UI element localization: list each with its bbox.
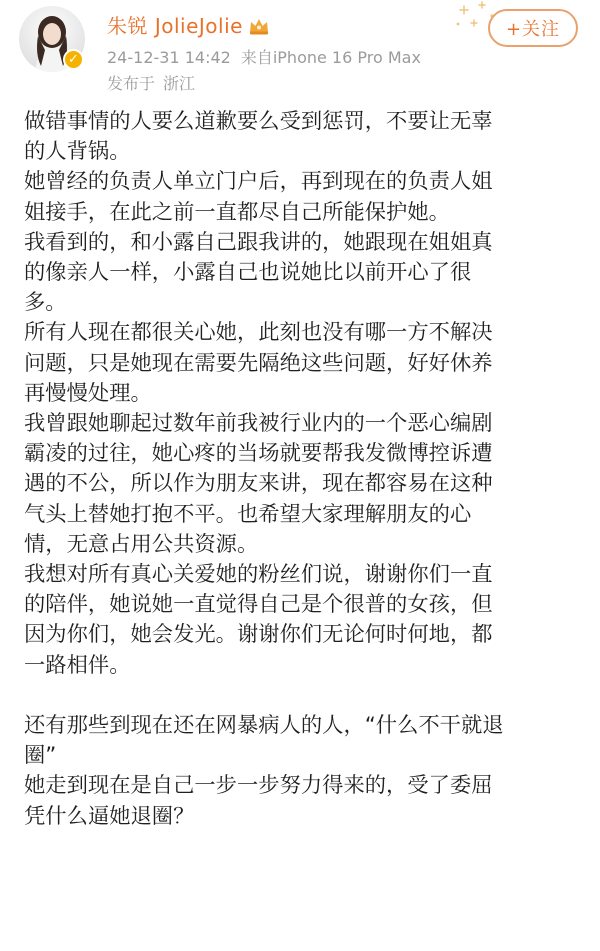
- author-name[interactable]: [107, 10, 270, 39]
- post-text-line: 我曾跟她聊起过数年前我被行业内的一个恶心编剧: [24, 411, 493, 437]
- post-text-line: 遇的不公，所以作为朋友来讲，现在都容易在这种: [24, 471, 493, 497]
- post-text-line: 所有人现在都很关心她，此刻也没有哪一方不解决: [24, 320, 493, 346]
- post-text-line: 还有那些到现在还在网暴病人的人，“什么不干就退: [24, 713, 504, 739]
- post-text-line: 我想对所有真心关爱她的粉丝们说，谢谢你们一直: [24, 562, 493, 588]
- post-text-line: [24, 681, 580, 711]
- post-meta: [107, 45, 421, 68]
- post-source: 来自iPhone 16 Pro Max: [240, 48, 421, 67]
- verified-badge-icon: ✓: [63, 49, 84, 70]
- post-text-line: 再慢慢处理。: [24, 380, 152, 406]
- post-text-line: 姐接手，在此之前一直都尽自己所能保护她。: [24, 199, 450, 225]
- post-text-line: 凭什么逼她退圈？: [24, 803, 195, 829]
- post-text-line: 问题，只是她现在需要先隔绝这些问题，好好休养: [24, 350, 493, 376]
- post-text-line: 做错事情的人要么道歉要么受到惩罚，不要让无辜: [24, 109, 493, 134]
- post-text-line: 情，无意占用公共资源。: [24, 531, 259, 557]
- crown-icon: [248, 17, 270, 35]
- post-body: [24, 107, 580, 832]
- follow-button[interactable]: +关注: [488, 9, 578, 47]
- post-text-line: 霸凌的过往，她心疼的当场就要帮我发微博控诉遭: [24, 441, 493, 467]
- post-location: [107, 71, 195, 94]
- post-text-line: 一路相伴。: [24, 652, 131, 678]
- post-text-line: 多。: [24, 290, 67, 316]
- post-text-line: 的陪伴，她说她一直觉得自己是个很普的女孩，但: [24, 592, 493, 618]
- location-value: 浙江: [163, 74, 196, 93]
- post-text-line: 我看到的，和小露自己跟我讲的，她跟现在姐姐真: [24, 229, 493, 255]
- post-text-line: 她曾经的负责人单立门户后，再到现在的负责人姐: [24, 169, 493, 195]
- post-text-line: 因为你们，她会发光。谢谢你们无论何时何地，都: [24, 622, 493, 648]
- post-header: [0, 0, 600, 100]
- location-label: 发布于: [107, 74, 156, 93]
- post-text-line: 的像亲人一样，小露自己也说她比以前开心了很: [24, 260, 472, 286]
- post-text-line: 圈”: [24, 743, 57, 769]
- author-name-text[interactable]: 朱锐 JolieJolie: [107, 14, 243, 38]
- post-text-line: 的人背锅。: [24, 139, 131, 165]
- post-text-line: 气头上替她打抱不平。也希望大家理解朋友的心: [24, 501, 472, 527]
- post-timestamp: 24-12-31 14:42: [107, 48, 231, 67]
- post-text-line: 她走到现在是自己一步一步努力得来的，受了委屈: [24, 773, 493, 799]
